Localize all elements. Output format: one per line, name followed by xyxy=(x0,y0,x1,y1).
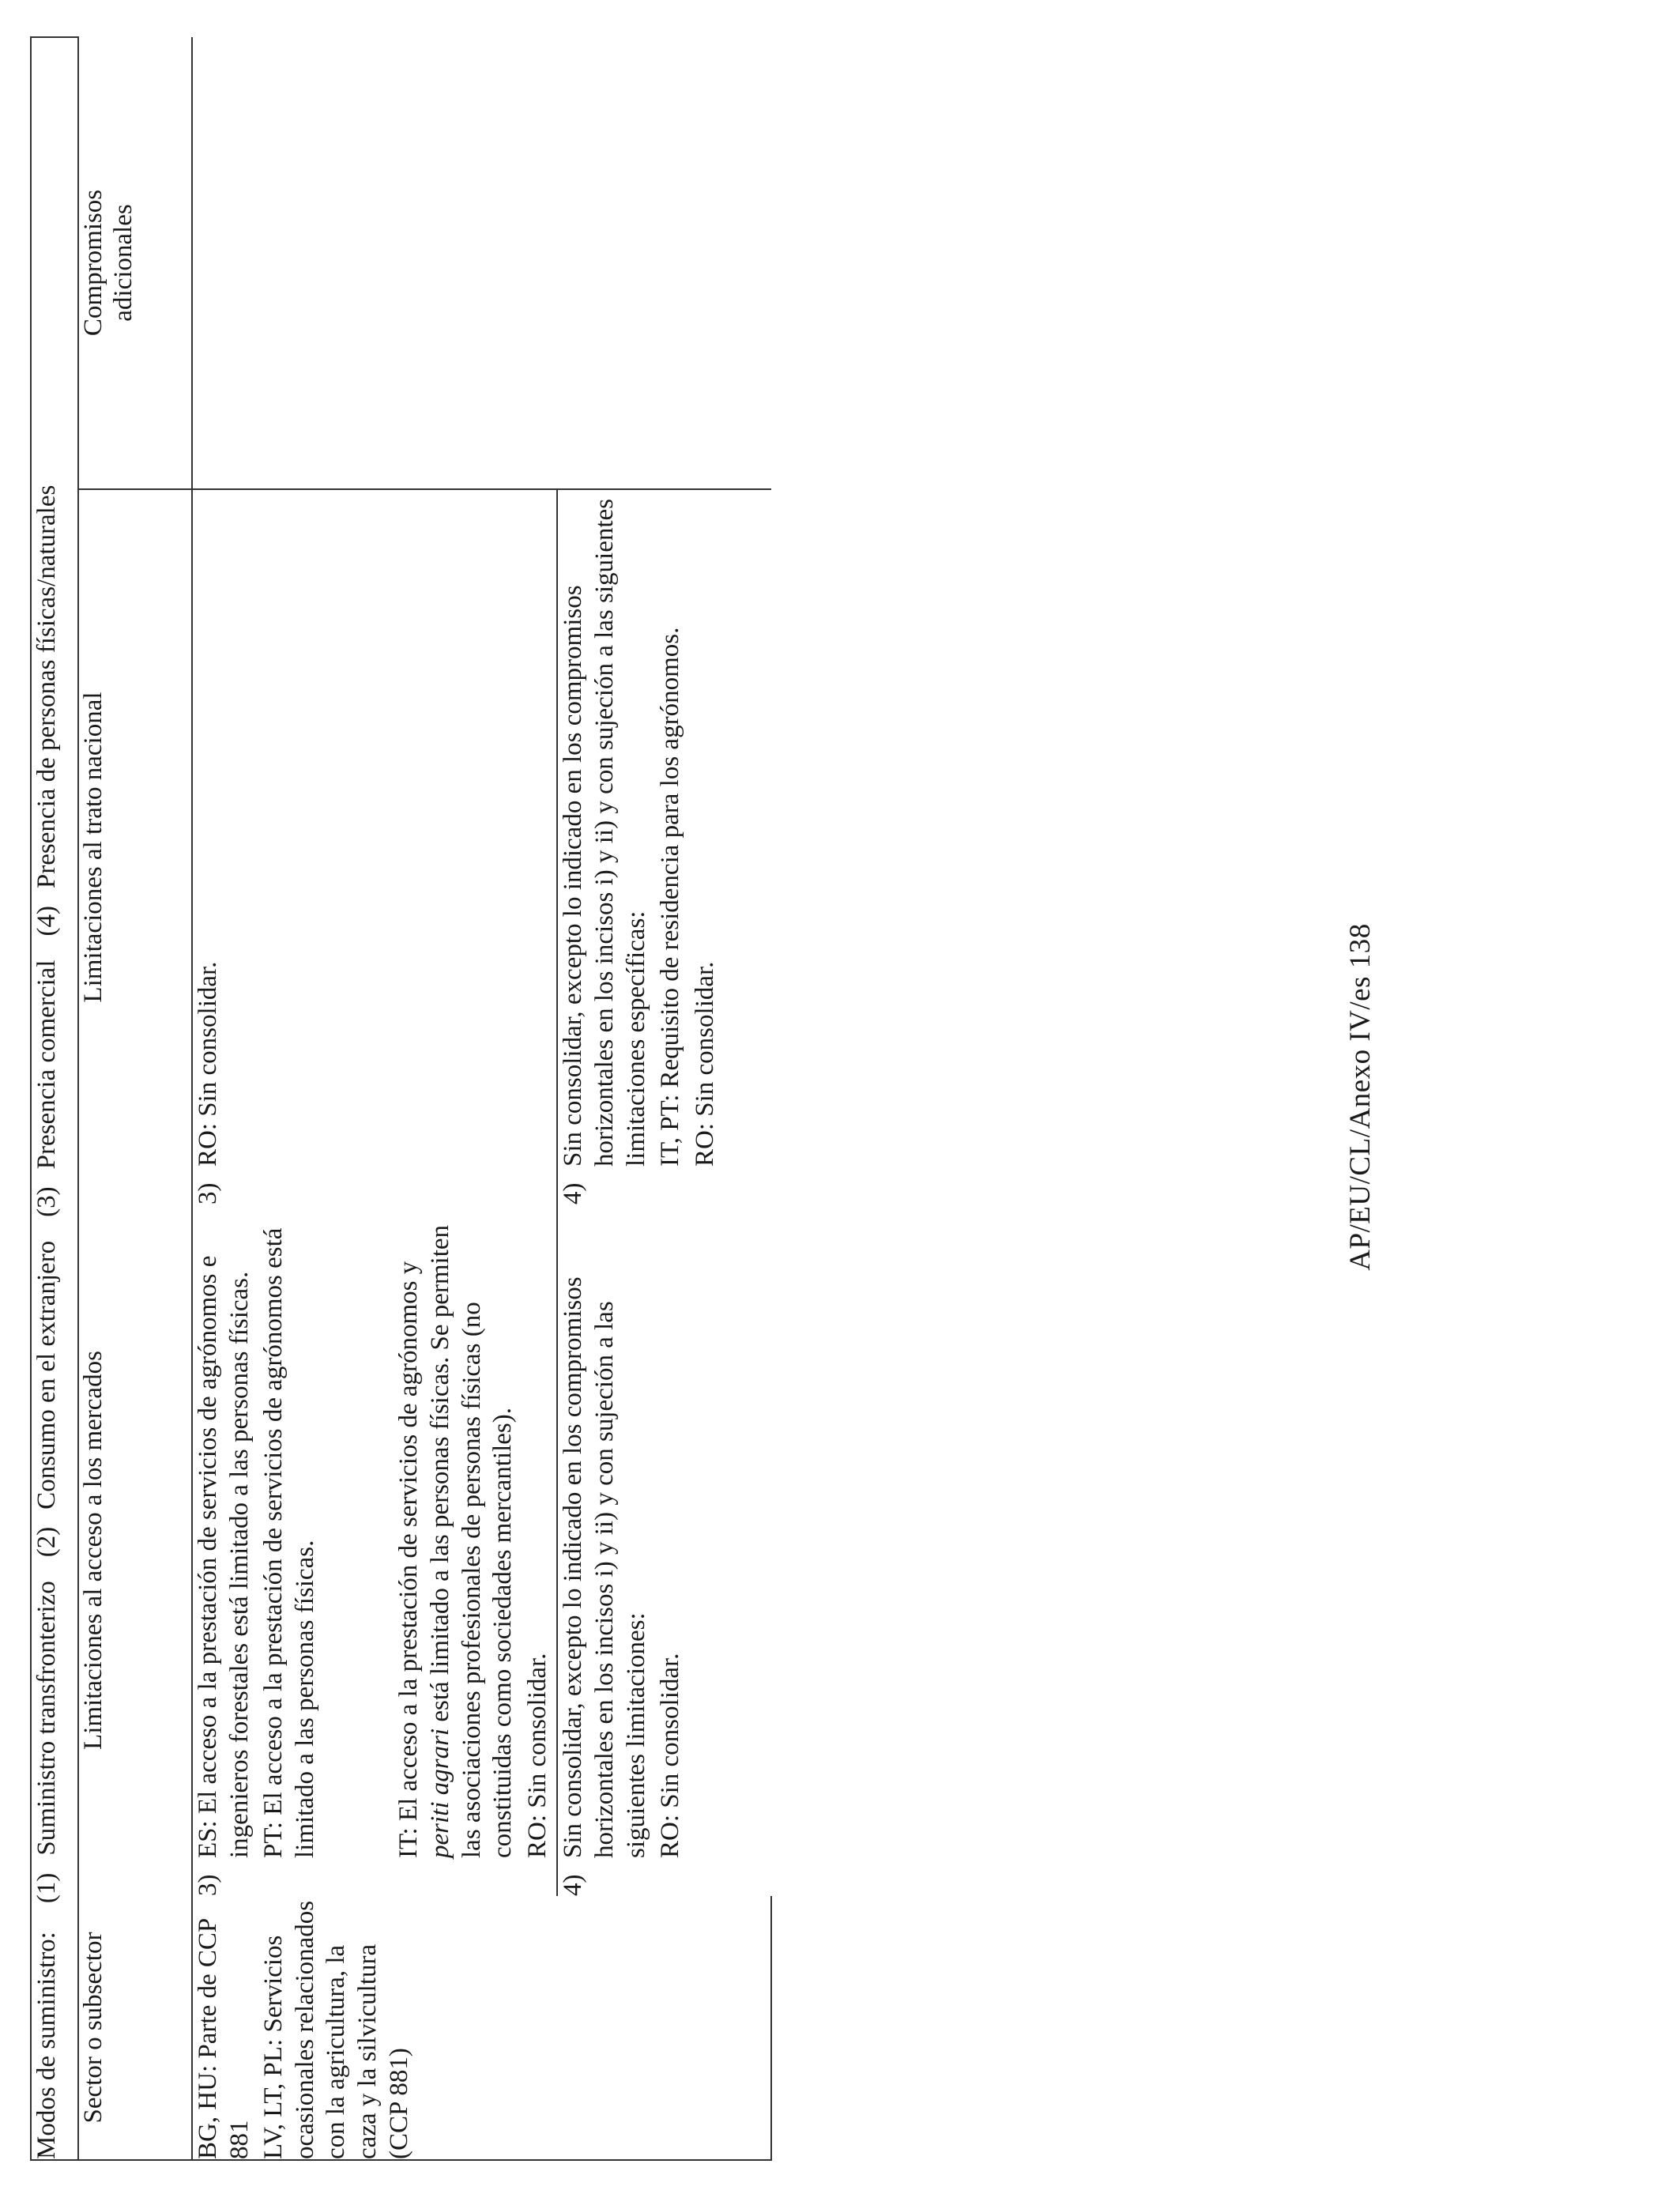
market-access-mode-3-it-part1: IT: El acceso a la prestación de servicios de agrónomos y xyxy=(394,1261,424,1858)
sector-text-2: LV, LT, PL: Servicios ocasionales relacionados con la agricultura, la caza y la silvicultura (CCP 881) xyxy=(259,1900,413,2159)
market-access-mode-3-number: 3) xyxy=(194,1874,222,1896)
header-additional-commitments xyxy=(78,37,192,489)
market-access-mode-3-ro: RO: Sin consolidar. xyxy=(522,1653,552,1858)
mode-4-text: Presencia de personas físicas/naturales xyxy=(32,484,61,889)
national-treatment-mode-3-cell xyxy=(192,489,557,1204)
header-market-access: Limitaciones al acceso a los mercados xyxy=(78,1204,192,1896)
header-additional-line1: Compromisos xyxy=(79,189,107,337)
sector-cell xyxy=(192,1896,771,2160)
additional-commitments-cell xyxy=(192,37,771,489)
header-sector: Sector o subsector xyxy=(78,1896,192,2160)
market-access-mode-3-it-italic: periti agrari xyxy=(425,1728,454,1858)
market-access-mode-3-cell xyxy=(192,1204,557,1896)
header-additional-line2: adicionales xyxy=(108,204,137,322)
header-national-treatment: Limitaciones al trato nacional xyxy=(78,489,192,1204)
national-treatment-mode-3-ro: RO: Sin consolidar. xyxy=(194,961,222,1167)
market-access-mode-3-it-part2: está limitado a las personas físicas. Se permiten las asociaciones profesionales de personas físicas (no constituidas como sociedades mercantiles). xyxy=(425,1224,518,1858)
mode-1-text: Suministro transfronterizo xyxy=(32,1581,61,1856)
mode-2-text: Consumo en el extranjero xyxy=(32,1240,61,1510)
modes-label: Modos de suministro: xyxy=(32,1932,61,2159)
market-access-mode-4-text: Sin consolidar, excepto lo indicado en los compromisos horizontales en los incisos i) y ii) y con sujeción a las siguientes limitaciones: xyxy=(559,1276,650,1858)
mode-4-number: (4) xyxy=(32,906,61,937)
market-access-mode-3-pt: PT: El acceso a la prestación de servicios de agrónomos está limitado a las personas físicas. xyxy=(259,1227,319,1858)
sector-text-1: BG, HU: Parte de CCP 881 xyxy=(194,1918,254,2159)
market-access-mode-4-number: 4) xyxy=(559,1874,588,1896)
mode-2-number: (2) xyxy=(32,1526,61,1558)
national-treatment-mode-4-cell xyxy=(557,489,771,1204)
national-treatment-mode-4-ro: RO: Sin consolidar. xyxy=(690,961,719,1167)
header-row xyxy=(78,37,192,2160)
market-access-mode-3-es: ES: El acceso a la prestación de servicios de agrónomos e ingenieros forestales está limitado a las personas físicas. xyxy=(194,1255,254,1858)
national-treatment-mode-4-text: Sin consolidar, excepto lo indicado en los compromisos horizontales en los incisos i) y ii) y con sujeción a las siguientes limitaciones específicas: xyxy=(559,499,650,1167)
schedule-table xyxy=(30,36,772,2161)
modes-of-supply-cell xyxy=(31,37,78,2160)
modes-of-supply-row xyxy=(31,37,78,2160)
mode-3-text: Presencia comercial xyxy=(32,959,61,1170)
mode-3-row xyxy=(192,37,557,2160)
mode-1-number: (1) xyxy=(32,1872,61,1904)
national-treatment-mode-4-number: 4) xyxy=(559,1182,588,1204)
market-access-mode-4-cell xyxy=(557,1204,771,1896)
market-access-mode-3-it xyxy=(394,1204,518,1858)
page-footer: AP/EU/CL/Anexo IV/es 138 xyxy=(1344,923,1377,1271)
mode-3-number: (3) xyxy=(32,1186,61,1217)
market-access-mode-4-ro: RO: Sin consolidar. xyxy=(656,1653,685,1858)
national-treatment-mode-3-number: 3) xyxy=(194,1182,222,1204)
national-treatment-mode-4-it-pt: IT, PT: Requisito de residencia para los agrónomos. xyxy=(656,627,685,1167)
